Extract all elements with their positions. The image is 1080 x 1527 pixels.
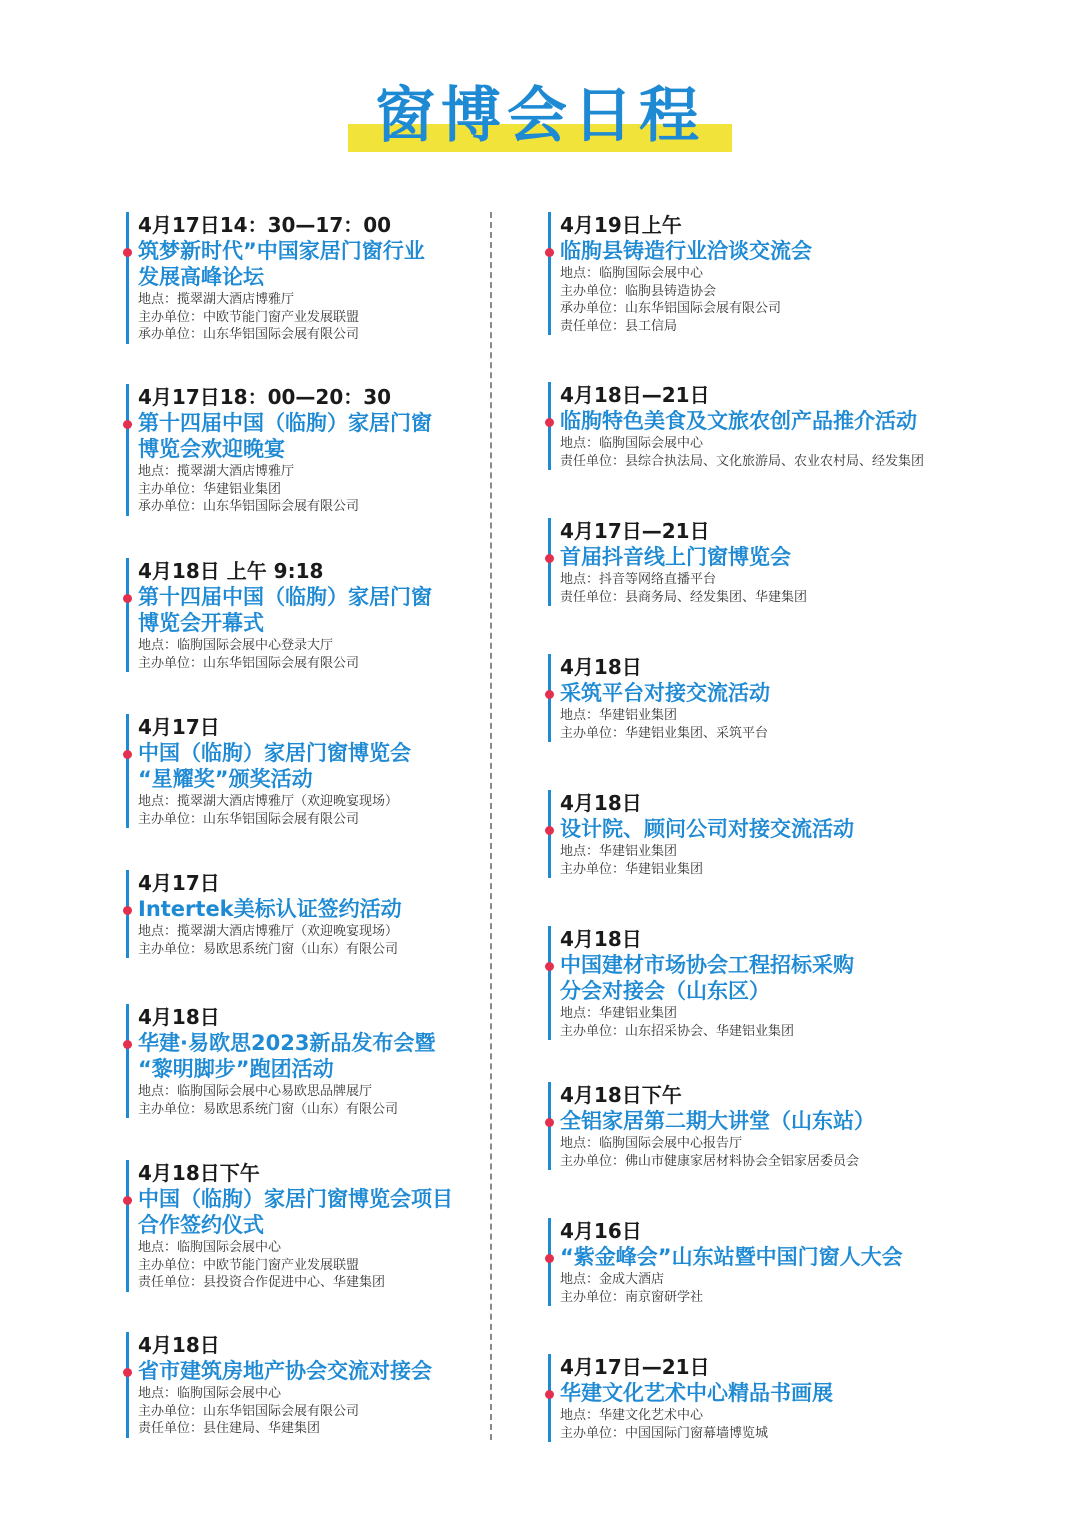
event-detail-line: 地点：揽翠湖大酒店博雅厅（欢迎晚宴现场） xyxy=(138,794,399,809)
bullet-dot-icon xyxy=(545,1390,554,1399)
schedule-event xyxy=(126,714,411,828)
event-date: 4月18日—21日 xyxy=(560,383,710,407)
event-detail-line: 地点：揽翠湖大酒店博雅厅 xyxy=(138,292,295,307)
event-details xyxy=(138,291,425,344)
event-date: 4月18日下午 xyxy=(138,1161,260,1185)
event-details xyxy=(560,571,807,606)
event-details xyxy=(138,463,432,516)
event-detail-line: 地点：临朐国际会展中心 xyxy=(560,436,704,451)
event-name: 设计院、顾问公司对接交流活动 xyxy=(560,817,854,841)
schedule-event xyxy=(548,212,812,335)
event-name: 第十四届中国（临朐）家居门窗 博览会欢迎晚宴 xyxy=(138,411,432,461)
schedule-event xyxy=(548,518,807,606)
event-detail-line: 责任单位：县商务局、经发集团、华建集团 xyxy=(560,589,808,605)
event-date: 4月18日 xyxy=(560,655,642,679)
event-detail-line: 主办单位：中国国际门窗幕墙博览城 xyxy=(560,1425,769,1441)
event-detail-line: 主办单位：山东华铝国际会展有限公司 xyxy=(138,1403,360,1419)
title-block xyxy=(0,78,1080,158)
event-date: 4月17日18：00—20：30 xyxy=(138,385,392,409)
schedule-event xyxy=(126,212,425,344)
schedule-event xyxy=(548,654,770,742)
event-details xyxy=(138,1239,453,1292)
bullet-dot-icon xyxy=(123,248,132,257)
bullet-dot-icon xyxy=(545,248,554,257)
bullet-dot-icon xyxy=(545,690,554,699)
event-details xyxy=(560,1135,875,1170)
event-detail-line: 地点：揽翠湖大酒店博雅厅（欢迎晚宴现场） xyxy=(138,924,399,939)
event-detail-line: 主办单位：华建铝业集团 xyxy=(138,481,282,497)
schedule-event xyxy=(126,384,432,516)
schedule-event xyxy=(548,1354,833,1442)
event-date: 4月17日—21日 xyxy=(560,519,710,543)
event-name: “紫金峰会”山东站暨中国门窗人大会 xyxy=(560,1245,903,1269)
event-detail-line: 地点：金成大酒店 xyxy=(560,1272,665,1287)
schedule-event xyxy=(126,1004,435,1118)
event-detail-line: 责任单位：县综合执法局、文化旅游局、农业农村局、经发集团 xyxy=(560,453,925,469)
event-detail-line: 承办单位：山东华铝国际会展有限公司 xyxy=(138,499,360,514)
event-detail-line: 主办单位：佛山市健康家居材料协会全铝家居委员会 xyxy=(560,1153,860,1169)
event-detail-line: 责任单位：县投资合作促进中心、华建集团 xyxy=(138,1275,386,1290)
event-name: 华建文化艺术中心精品书画展 xyxy=(560,1381,833,1405)
event-detail-line: 主办单位：山东华铝国际会展有限公司 xyxy=(138,655,360,671)
event-detail-line: 主办单位：临朐县铸造协会 xyxy=(560,283,717,299)
bullet-dot-icon xyxy=(545,826,554,835)
event-detail-line: 地点：临朐国际会展中心 xyxy=(138,1386,282,1401)
event-detail-line: 承办单位：山东华铝国际会展有限公司 xyxy=(138,327,360,342)
bullet-dot-icon xyxy=(123,1040,132,1049)
event-detail-line: 责任单位：县工信局 xyxy=(560,318,678,334)
event-date: 4月18日下午 xyxy=(560,1083,682,1107)
event-detail-line: 地点：华建文化艺术中心 xyxy=(560,1408,704,1423)
event-name: 临朐特色美食及文旅农创产品推介活动 xyxy=(560,409,917,433)
event-detail-line: 地点：临朐国际会展中心 xyxy=(560,266,704,281)
event-name: 中国建材市场协会工程招标采购 分会对接会（山东区） xyxy=(560,953,854,1003)
schedule-event xyxy=(126,870,402,958)
event-detail-line: 地点：临朐国际会展中心报告厅 xyxy=(560,1136,743,1151)
event-name: 全铝家居第二期大讲堂（山东站） xyxy=(560,1109,875,1133)
event-detail-line: 地点：临朐国际会展中心登录大厅 xyxy=(138,638,334,653)
event-details xyxy=(138,923,402,958)
column-divider xyxy=(490,212,492,1440)
event-date: 4月17日—21日 xyxy=(560,1355,710,1379)
event-detail-line: 地点：临朐国际会展中心 xyxy=(138,1240,282,1255)
event-detail-line: 主办单位：中欧节能门窗产业发展联盟 xyxy=(138,1257,360,1273)
event-details xyxy=(560,1005,854,1040)
bullet-dot-icon xyxy=(123,1368,132,1377)
bullet-dot-icon xyxy=(123,1196,132,1205)
event-name: 华建·易欧思2023新品发布会暨 “黎明脚步”跑团活动 xyxy=(138,1031,436,1081)
event-name: 首届抖音线上门窗博览会 xyxy=(560,545,791,569)
event-date: 4月17日 xyxy=(138,715,220,739)
event-detail-line: 主办单位：易欧思系统门窗（山东）有限公司 xyxy=(138,1101,399,1117)
event-detail-line: 主办单位：易欧思系统门窗（山东）有限公司 xyxy=(138,941,399,957)
event-detail-line: 主办单位：南京窗研学社 xyxy=(560,1289,704,1305)
event-name: 中国（临朐）家居门窗博览会项目 合作签约仪式 xyxy=(138,1187,453,1237)
event-details xyxy=(560,707,770,742)
event-details xyxy=(138,793,411,828)
bullet-dot-icon xyxy=(545,1118,554,1127)
event-detail-line: 主办单位：山东华铝国际会展有限公司 xyxy=(138,811,360,827)
schedule-event xyxy=(548,1082,875,1170)
schedule-event xyxy=(126,558,432,672)
event-detail-line: 地点：华建铝业集团 xyxy=(560,844,678,859)
bullet-dot-icon xyxy=(123,750,132,759)
event-detail-line: 承办单位：山东华铝国际会展有限公司 xyxy=(560,301,782,316)
event-date: 4月18日 上午 9:18 xyxy=(138,559,324,583)
event-name: 第十四届中国（临朐）家居门窗 博览会开幕式 xyxy=(138,585,432,635)
schedule-event xyxy=(126,1160,453,1292)
event-date: 4月18日 xyxy=(560,927,642,951)
bullet-dot-icon xyxy=(123,594,132,603)
bullet-dot-icon xyxy=(123,906,132,915)
schedule-event xyxy=(548,790,854,878)
event-date: 4月18日 xyxy=(138,1333,220,1357)
event-name: 临朐县铸造行业洽谈交流会 xyxy=(560,239,812,263)
bullet-dot-icon xyxy=(545,554,554,563)
schedule-event xyxy=(548,1218,903,1306)
event-name: 采筑平台对接交流活动 xyxy=(560,681,770,705)
event-date: 4月18日 xyxy=(138,1005,220,1029)
bullet-dot-icon xyxy=(123,420,132,429)
event-detail-line: 地点：抖音等网络直播平台 xyxy=(560,572,717,587)
event-detail-line: 地点：华建铝业集团 xyxy=(560,1006,678,1021)
event-date: 4月17日14：30—17：00 xyxy=(138,213,392,237)
bullet-dot-icon xyxy=(545,1254,554,1263)
event-detail-line: 地点：临朐国际会展中心易欧思品牌展厅 xyxy=(138,1084,373,1099)
page-title: 窗博会日程 xyxy=(375,81,705,151)
event-name: 筑梦新时代”中国家居门窗行业 发展高峰论坛 xyxy=(138,239,425,289)
event-details xyxy=(138,637,432,672)
event-name: 中国（临朐）家居门窗博览会 “星耀奖”颁奖活动 xyxy=(138,741,411,791)
event-detail-line: 主办单位：山东招采协会、华建铝业集团 xyxy=(560,1023,795,1039)
event-name: Intertek美标认证签约活动 xyxy=(138,897,402,921)
event-date: 4月17日 xyxy=(138,871,220,895)
event-detail-line: 地点：揽翠湖大酒店博雅厅 xyxy=(138,464,295,479)
event-detail-line: 主办单位：华建铝业集团 xyxy=(560,861,704,877)
event-detail-line: 责任单位：县住建局、华建集团 xyxy=(138,1421,321,1436)
event-details xyxy=(560,265,812,335)
event-details xyxy=(560,435,924,470)
event-date: 4月16日 xyxy=(560,1219,642,1243)
event-detail-line: 主办单位：华建铝业集团、采筑平台 xyxy=(560,725,769,741)
schedule-event xyxy=(126,1332,432,1438)
event-detail-line: 地点：华建铝业集团 xyxy=(560,708,678,723)
schedule-event xyxy=(548,926,854,1040)
event-details xyxy=(560,1271,903,1306)
event-name: 省市建筑房地产协会交流对接会 xyxy=(138,1359,432,1383)
event-details xyxy=(560,843,854,878)
bullet-dot-icon xyxy=(545,962,554,971)
schedule-event xyxy=(548,382,924,470)
event-date: 4月19日上午 xyxy=(560,213,682,237)
event-details xyxy=(138,1083,435,1118)
bullet-dot-icon xyxy=(545,418,554,427)
event-date: 4月18日 xyxy=(560,791,642,815)
event-details xyxy=(560,1407,833,1442)
event-details xyxy=(138,1385,432,1438)
event-detail-line: 主办单位：中欧节能门窗产业发展联盟 xyxy=(138,309,360,325)
